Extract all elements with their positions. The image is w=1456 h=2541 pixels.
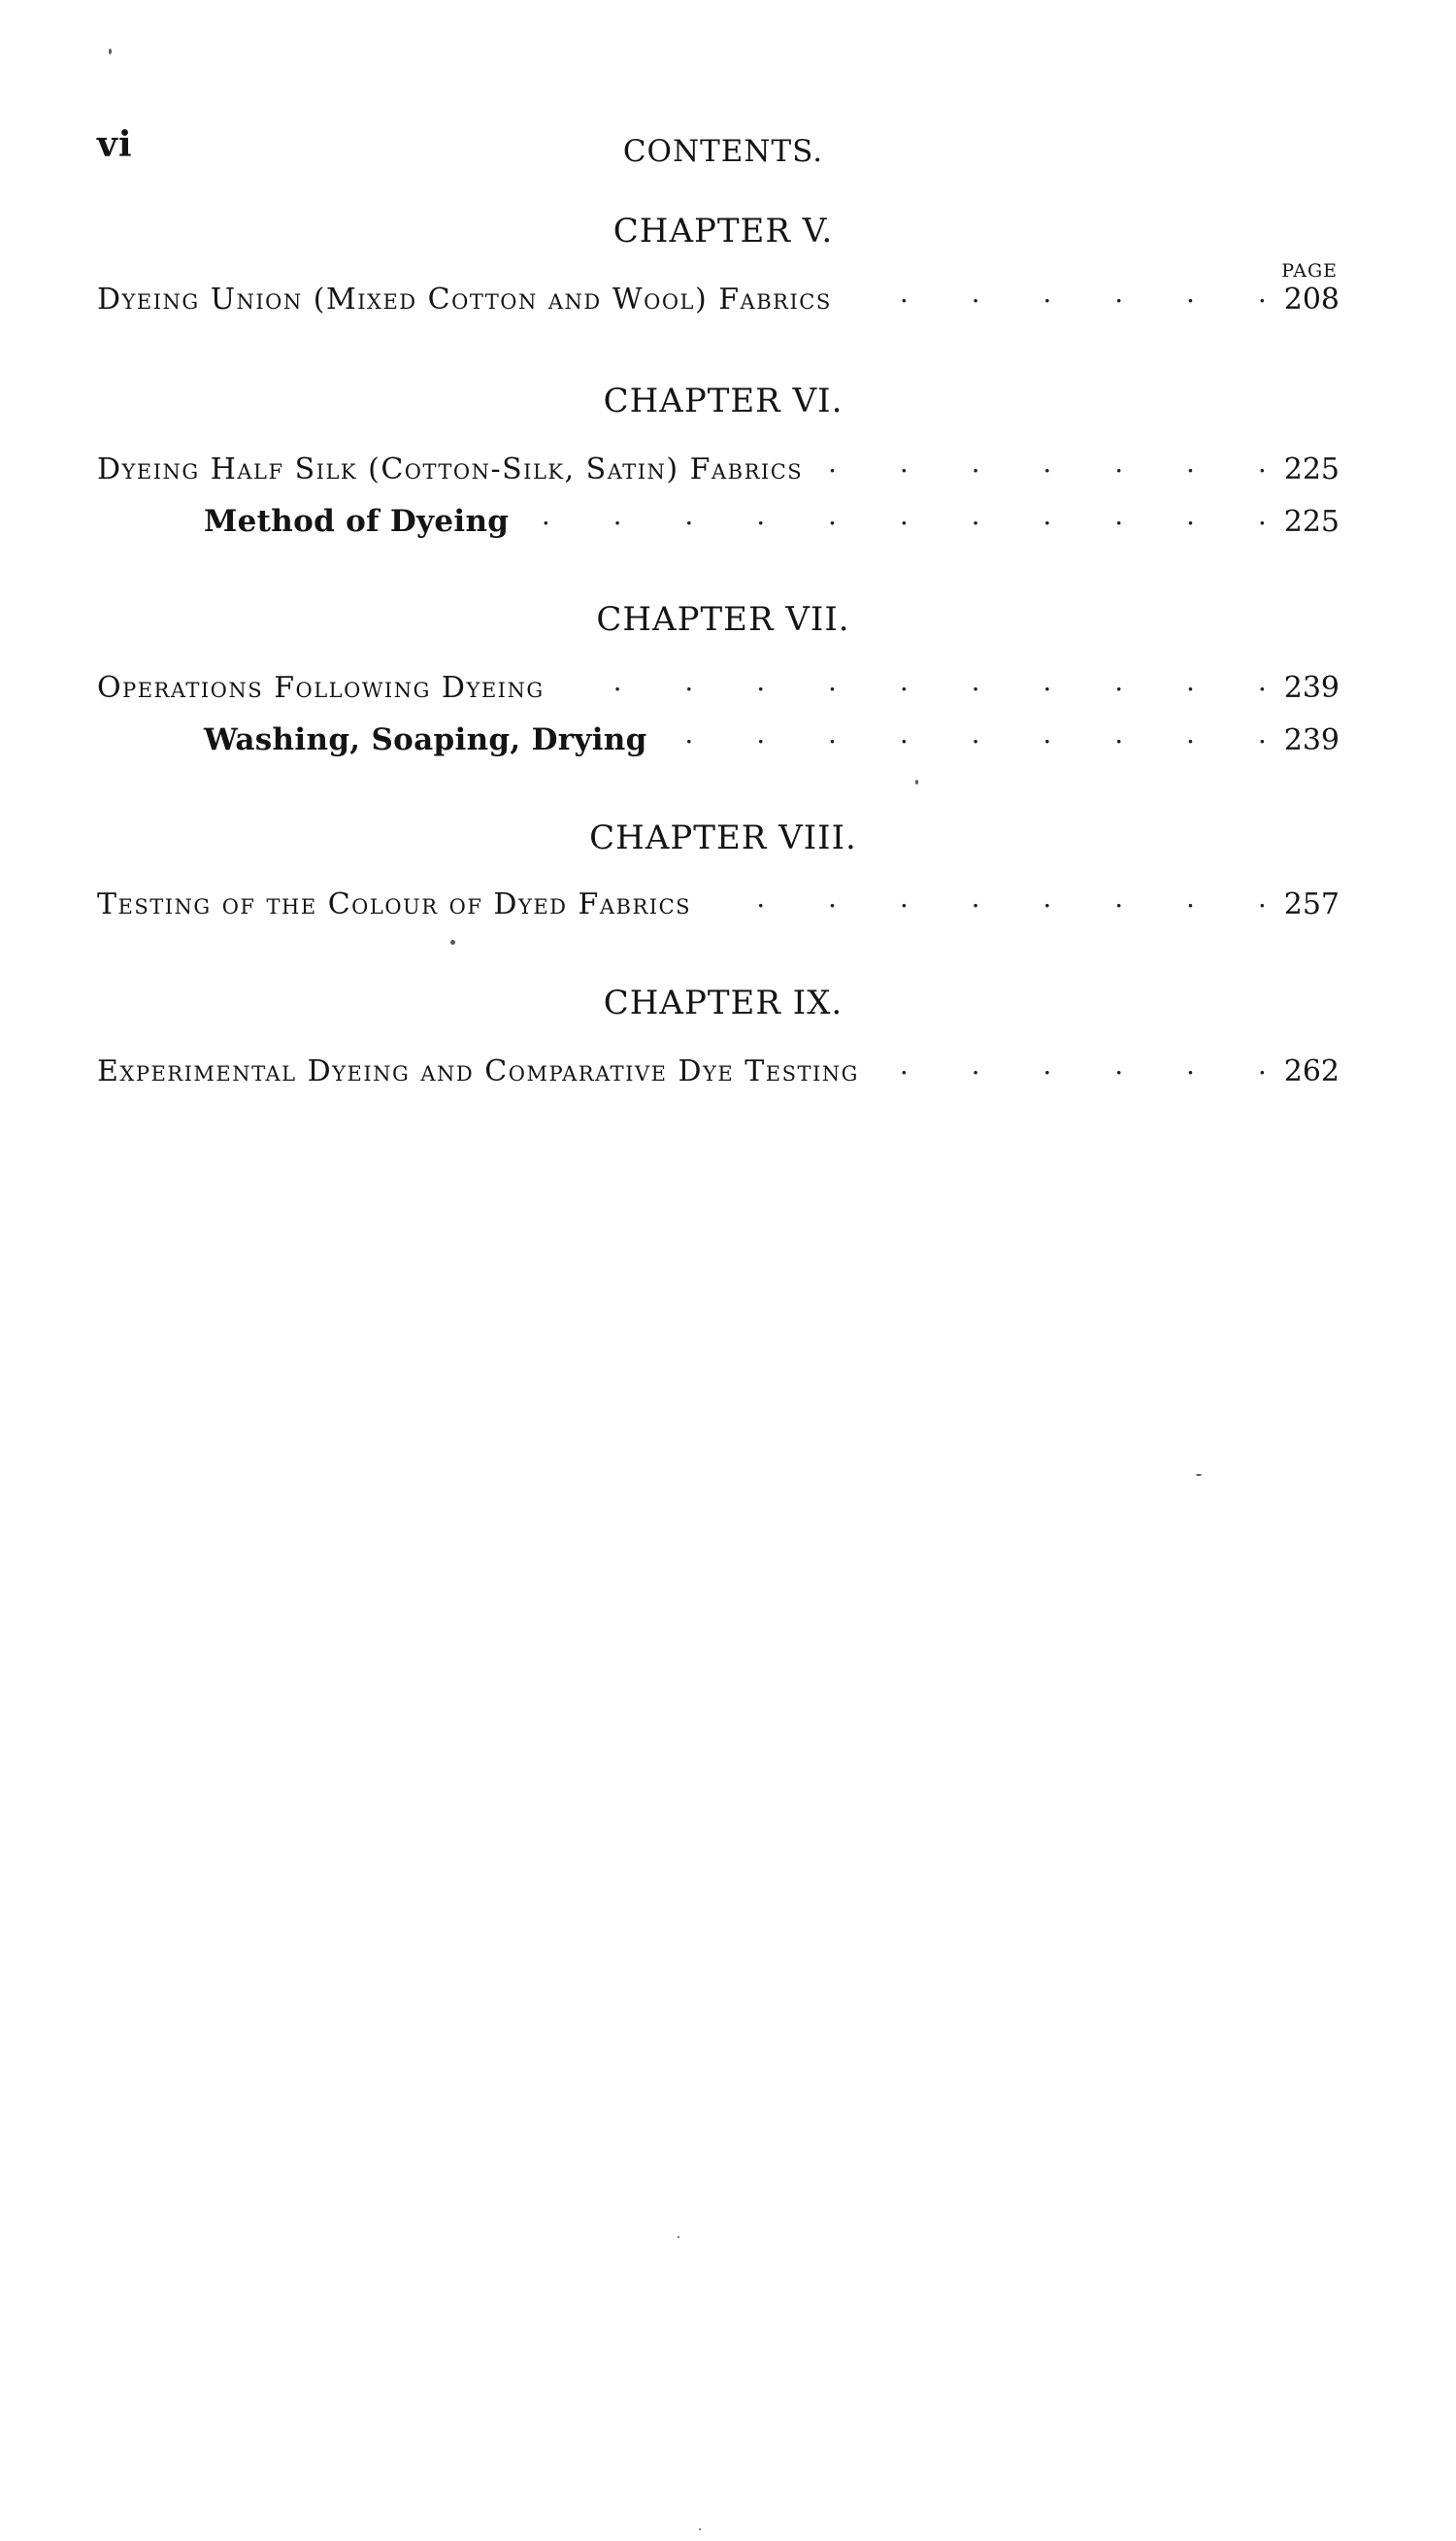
scan-speck: [450, 940, 455, 945]
scan-speck: [1196, 1474, 1202, 1476]
chapter-heading-viii: CHAPTER VIII.: [589, 819, 857, 857]
dot-leader: [711, 882, 1267, 914]
toc-entry[interactable]: [97, 277, 1340, 319]
toc-entry-title: Method of Dyeing: [204, 504, 510, 539]
scan-speck: [699, 2528, 701, 2530]
toc-entry-page: 239: [1283, 671, 1340, 705]
dot-leader: [667, 718, 1267, 750]
dot-leader: [564, 665, 1267, 697]
dot-leader: [851, 277, 1267, 309]
scan-speck: [915, 780, 918, 785]
page-number-folio: vi: [97, 124, 133, 165]
toc-entry[interactable]: [97, 1049, 1340, 1091]
toc-entry-title: Experimental Dyeing and Comparative Dye Testing: [97, 1054, 859, 1088]
dot-leader: [528, 499, 1266, 531]
toc-entry-page: 239: [1283, 723, 1340, 757]
chapter-heading-vi: CHAPTER VI.: [603, 382, 844, 420]
scan-speck: [678, 2236, 679, 2238]
toc-entry[interactable]: [97, 665, 1340, 708]
toc-entry-title: Operations Following Dyeing: [97, 671, 545, 705]
dot-leader: [878, 1049, 1267, 1081]
toc-subentry[interactable]: [204, 718, 1340, 760]
chapter-heading-ix: CHAPTER IX.: [603, 984, 844, 1022]
scan-speck: [109, 49, 112, 54]
page-column-label: PAGE: [1281, 260, 1338, 282]
toc-entry-title: Dyeing Union (Mixed Cotton and Wool) Fabrics: [97, 283, 832, 317]
dot-leader: [822, 447, 1267, 479]
toc-entry-page: 257: [1283, 887, 1340, 921]
running-head: CONTENTS.: [622, 134, 824, 169]
toc-subentry[interactable]: [204, 499, 1340, 542]
chapter-heading-v: CHAPTER V.: [612, 212, 834, 251]
toc-entry[interactable]: [97, 447, 1340, 489]
toc-entry-page: 262: [1283, 1054, 1340, 1088]
toc-entry-title: Washing, Soaping, Drying: [204, 722, 647, 757]
toc-entry-title: Dyeing Half Silk (Cotton-Silk, Satin) Fabrics: [97, 452, 804, 486]
toc-entry-page: 225: [1283, 452, 1340, 486]
toc-entry-title: Testing of the Colour of Dyed Fabrics: [97, 887, 692, 921]
toc-entry[interactable]: [97, 882, 1340, 924]
chapter-heading-vii: CHAPTER VII.: [596, 600, 850, 639]
toc-entry-page: 225: [1283, 505, 1340, 539]
toc-entry-page: 208: [1283, 283, 1340, 317]
